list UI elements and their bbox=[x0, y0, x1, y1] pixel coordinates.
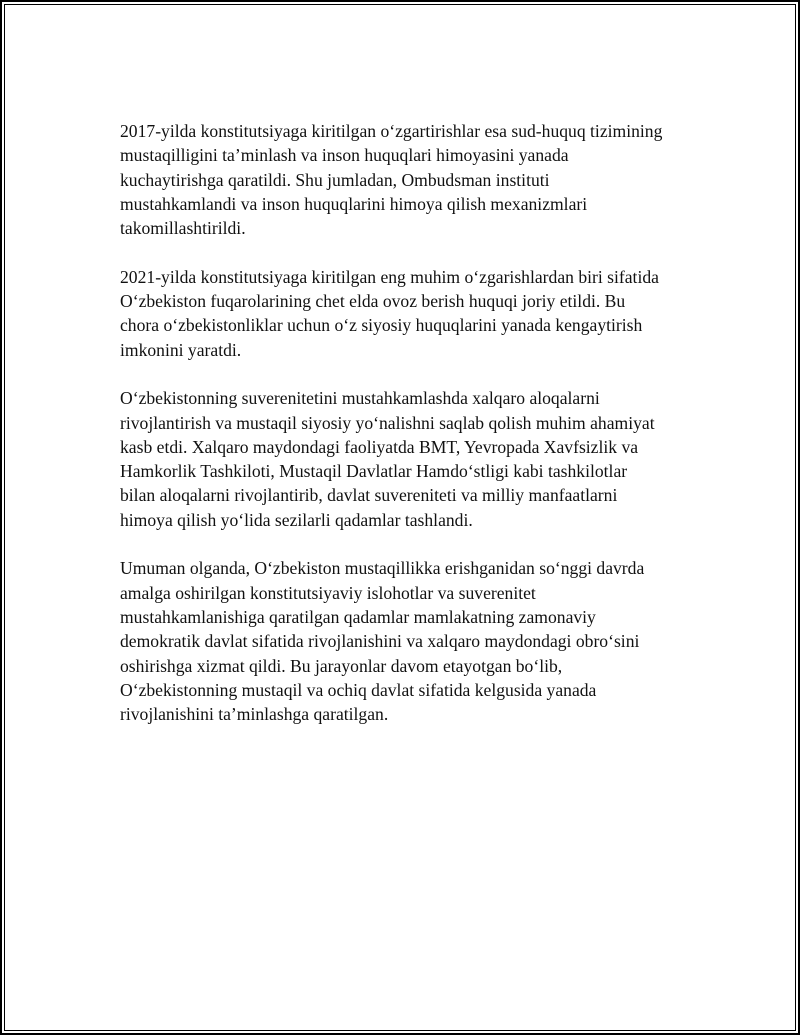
text-line: rivojlanishini taʼminlashga qaratilgan. bbox=[120, 704, 389, 725]
text-line: Oʻzbekistonning mustaqil va ochiq davlat sifatida kelgusida yanada bbox=[120, 679, 597, 700]
paragraph-conclusion bbox=[120, 556, 700, 726]
paragraph-constitution-2017 bbox=[120, 119, 700, 240]
text-line: mustahkamlanishiga qaratilgan qadamlar mamlakatning zamonaviy bbox=[120, 606, 596, 627]
text-line: demokratik davlat sifatida rivojlanishini va xalqaro maydondagi obroʻsini bbox=[120, 631, 640, 652]
text-line: mustahkamlandi va inson huquqlarini himoya qilish mexanizmlari bbox=[120, 193, 588, 214]
text-line: kuchaytirishga qaratildi. Shu jumladan, Ombudsman instituti bbox=[120, 169, 550, 190]
text-line: oshirishga xizmat qildi. Bu jarayonlar davom etayotgan boʻlib, bbox=[120, 655, 563, 676]
paragraph-international-relations bbox=[120, 386, 700, 532]
text-line: Oʻzbekiston fuqarolarining chet elda ovoz berish huquqi joriy etildi. Bu bbox=[120, 291, 626, 312]
text-line: takomillashtirildi. bbox=[120, 218, 246, 239]
text-line: amalga oshirilgan konstitutsiyaviy islohotlar va suverenitet bbox=[120, 582, 536, 603]
text-line: mustaqilligini taʼminlash va inson huquqlari himoyasini yanada bbox=[120, 145, 569, 166]
text-line: bilan aloqalarni rivojlantirib, davlat suvereniteti va milliy manfaatlarni bbox=[120, 485, 618, 506]
paragraph-constitution-2021 bbox=[120, 265, 700, 362]
document-body bbox=[120, 119, 700, 751]
text-line: kasb etdi. Xalqaro maydondagi faoliyatda BMT, Yevropada Xavfsizlik va bbox=[120, 436, 639, 457]
text-line: Oʻzbekistonning suverenitetini mustahkamlashda xalqaro aloqalarni bbox=[120, 388, 600, 409]
text-line: chora oʻzbekistonliklar uchun oʻz siyosiy huquqlarini yanada kengaytirish bbox=[120, 315, 643, 336]
text-line: imkonini yaratdi. bbox=[120, 339, 242, 360]
text-line: 2017-yilda konstitutsiyaga kiritilgan oʻzgartirishlar esa sud-huquq tizimining bbox=[120, 121, 663, 141]
text-line: Umuman olganda, Oʻzbekiston mustaqillikka erishganidan soʻnggi davrda bbox=[120, 558, 645, 579]
text-line: himoya qilish yoʻlida sezilarli qadamlar tashlandi. bbox=[120, 509, 473, 530]
text-line: Hamkorlik Tashkiloti, Mustaqil Davlatlar Hamdoʻstligi kabi tashkilotlar bbox=[120, 461, 628, 482]
text-line: 2021-yilda konstitutsiyaga kiritilgan eng muhim oʻzgarishlardan biri sifatida bbox=[120, 266, 659, 287]
text-line: rivojlantirish va mustaqil siyosiy yoʻnalishni saqlab qolish muhim ahamiyat bbox=[120, 412, 655, 433]
